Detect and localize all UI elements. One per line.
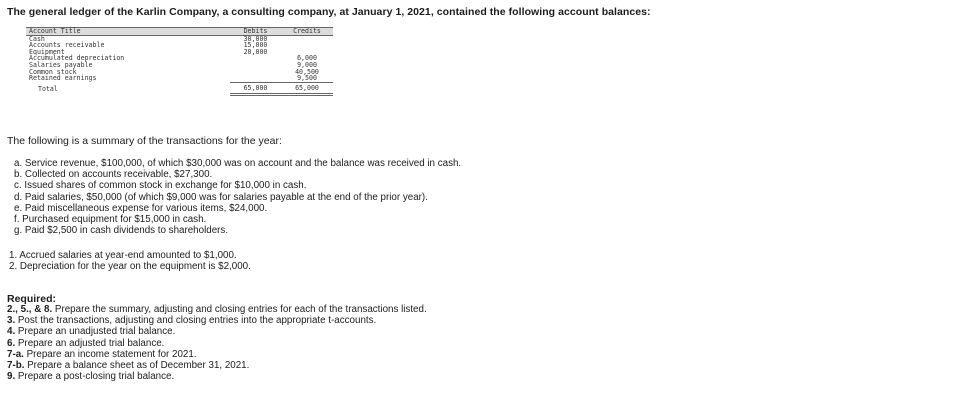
header-account-title: Account Title [26, 28, 230, 36]
debit-value [230, 69, 281, 76]
list-item [7, 360, 427, 371]
list-item [7, 304, 427, 315]
list-item: c. Issued shares of common stock in exchange for $10,000 in cash. [14, 180, 307, 192]
list-item [7, 326, 427, 337]
required-heading: Required: [7, 293, 57, 305]
table-header-row [26, 28, 333, 36]
requirement-number: 6. [7, 337, 16, 349]
requirement-text: Prepare an unadjusted trial balance. [15, 326, 176, 338]
credit-value [281, 42, 333, 49]
table-row [26, 75, 333, 82]
list-item: 2. Depreciation for the year on the equipment is $2,000. [9, 261, 251, 273]
requirement-number: 7-b. [7, 360, 25, 372]
account-title: Accounts receivable [29, 41, 105, 50]
credit-value: 9,500 [281, 75, 333, 82]
list-item: g. Paid $2,500 in cash dividends to shareholders. [14, 225, 229, 237]
debit-value [230, 75, 281, 82]
table-total-row [26, 82, 333, 94]
account-title: Salaries payable [29, 60, 93, 69]
requirement-number: 7-a. [7, 348, 24, 360]
list-item: f. Purchased equipment for $15,000 in cash. [14, 214, 207, 226]
credit-value: 9,000 [297, 60, 317, 69]
requirement-text: Prepare an income statement for 2021. [23, 348, 197, 360]
list-item [7, 349, 427, 360]
account-title: Equipment [29, 47, 65, 56]
list-item: 1. Accrued salaries at year-end amounted to $1,000. [9, 250, 237, 261]
requirement-number: 9. [7, 371, 16, 383]
requirement-text: Prepare a balance sheet as of December 31, 2021. [24, 360, 250, 372]
list-item: d. Paid salaries, $50,000 (of which $9,000 was for salaries payable at the end of the prior year). [14, 191, 428, 203]
list-item [7, 315, 427, 326]
required-list [7, 304, 427, 382]
requirement-text: Post the transactions, adjusting and closing entries into the appropriate t-accounts. [15, 315, 377, 327]
problem-intro: The general ledger of the Karlin Company, a consulting company, at January 1, 2021, contained the following account balances: [7, 6, 651, 18]
account-balances-table [26, 27, 333, 96]
debit-value [230, 55, 281, 62]
debit-value [230, 62, 281, 69]
total-label: Total [38, 84, 58, 93]
requirement-number: 4. [7, 326, 16, 338]
account-title: Accumulated depreciation [29, 54, 125, 63]
requirement-text: Prepare a post-closing trial balance. [15, 371, 175, 383]
total-credits: 65,000 [281, 82, 333, 94]
account-title: Common stock [29, 67, 77, 76]
header-debits: Debits [230, 28, 281, 36]
list-item [7, 371, 427, 382]
list-item [7, 338, 427, 349]
total-debits: 65,000 [230, 82, 281, 94]
debit-value: 15,000 [243, 41, 268, 50]
credit-value: 6,000 [297, 54, 317, 63]
summary-heading: The following is a summary of the transactions for the year: [7, 135, 282, 147]
list-item: e. Paid miscellaneous expense for various items, $24,000. [14, 202, 268, 214]
requirement-number: 2., 5., & 8. [7, 304, 53, 315]
account-title: Retained earnings [29, 74, 97, 83]
credit-value: 40,500 [295, 67, 319, 76]
debit-value: 20,000 [243, 47, 268, 56]
account-title: Cash [29, 34, 45, 43]
requirement-text: Prepare the summary, adjusting and closing entries for each of the transactions listed. [52, 304, 427, 315]
header-credits: Credits [281, 28, 333, 36]
list-item: a. Service revenue, $100,000, of which $30,000 was on account and the balance was received in cash. [14, 158, 462, 169]
requirement-number: 3. [7, 315, 16, 327]
credit-value [281, 35, 333, 42]
transactions-list [14, 158, 461, 236]
list-item: b. Collected on accounts receivable, $27,300. [14, 169, 213, 181]
adjustments-list [9, 250, 251, 272]
debit-value: 30,000 [243, 34, 268, 43]
requirement-text: Prepare an adjusted trial balance. [15, 337, 165, 349]
table-row [26, 42, 333, 49]
